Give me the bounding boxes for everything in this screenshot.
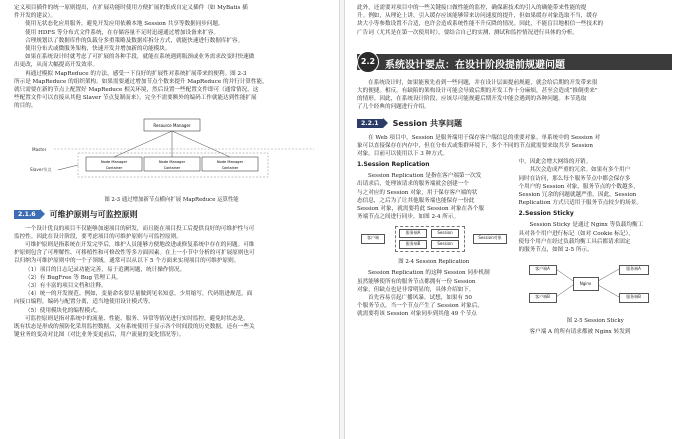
text-line: 态信息，之后为了让其他服务端也能保存一份此 (357, 197, 475, 204)
chapter-number: 2.2 (357, 51, 379, 73)
section-title: Session 共享问题 (392, 118, 463, 128)
top-paragraph (357, 4, 672, 37)
monitoring-paragraph (14, 315, 329, 340)
text-line: 就只需要在新的节点上配置好 MapReduce 相关环境，然后设置一些配置文件即可（通常情况，这 (14, 87, 259, 94)
figure-caption: 图 2-5 Session Sticky (566, 318, 624, 325)
text-line: 象可以直接保存在内存中，但在分布式或集群环境下，多个不同的节点就需要来取共享 Session (357, 142, 593, 149)
section-heading-2-2-1 (357, 118, 672, 129)
text-line: 以归纳为可维护原则中的一个子领域。通常可以从以下 5 个方面来实现项目的可维护原则。 (14, 258, 240, 265)
text-line: 护原则包含了可理解性、可移植性和可修改性等多方面因素。在上一小节中分析的可扩展原则也可 (14, 250, 255, 257)
section-title: 可维护原则与可监控原则 (49, 209, 138, 219)
text-line: 同时在访问，那么每个服务节点中都会保存多 (518, 175, 631, 182)
text-line: 些配置文件可以直接从其他 Slaver 节点复制而来），完全不需要额外的编码工作就能达到性能扩展 (14, 95, 257, 102)
section-number: 2.1.6 (14, 210, 40, 219)
section-number: 2.2.1 (357, 119, 383, 128)
text-line: 与之对应的 Session 对象，用于保存客户端的状 (357, 189, 478, 196)
list-item: （3）有丰富的项目文档和注释。 (25, 283, 107, 290)
text-line: 使用无状态化应用服务，避免开发应用依赖本地 Session 共享等数据同步问题。 (25, 21, 224, 28)
text-line: 的目的。 (14, 103, 37, 110)
text-line: 对象，但缺点也是非常明显的，具体介绍如下。 (357, 286, 475, 293)
svg-text:Container: Container (221, 165, 239, 170)
text-line: 虽然能够使所有的服务节点都拥有一份 Session (357, 278, 476, 285)
text-line: 对象。目前可以使用以下 3 种方式。 (357, 151, 449, 158)
scaling-tips (14, 20, 329, 69)
text-line: 了几个经典的问题进行介绍。 (357, 104, 430, 111)
text-line: Session Replication 是指在客户端第一次发 (368, 173, 482, 180)
maintainability-list (14, 266, 329, 315)
svg-text:Container: Container (105, 165, 123, 170)
left-page (0, 0, 340, 439)
text-line: 其次会造成严重的冗余。如果有多个用户 (529, 167, 631, 174)
text-line: Session Replication 的这种 Session 同步机制 (368, 270, 490, 277)
text-line: 再通过模拟 MapReduce 的方法，感受一下良好的扩展性对系统扩展带来的便利。图 2-3 (25, 70, 247, 77)
text-line: 的情形。因此，在系统设计阶段，应该尽可能规避后期开发中能会遇到的各种问题。本节选取 (357, 96, 587, 103)
text-line: 出更改，从而大幅提高开发效率。 (14, 62, 98, 69)
text-line: 使用 HDFS 等分布式文件系统，在存储容量不足时迅速通过增加设备来扩容。 (25, 29, 220, 36)
text-line: 此外，还需要对项目中的一些关键接口做性能的监控，确保新技术的引入的确能带来性能的提 (357, 5, 587, 11)
text-line: 升。例如，从理论上讲，引入缓存应该能够带来访问速度的提升，但如果缓存对象选取不当，缓存 (357, 13, 598, 20)
text-line: 键业务的变动对比图（对比业务变更前后，用户流量的变化情况等）。 (14, 332, 185, 339)
subheading-session-replication: 1.Session Replication (357, 161, 430, 169)
text-line: 可维护原则是指系统在开发完毕后，维护人员能够方便地改进或修复系统中存在的问题。可维 (25, 242, 255, 249)
list-item: 向接口编程，编码与配置分离，适当地使用设计模式等。 (14, 299, 154, 306)
client-a-box: 客户端A (529, 265, 557, 275)
section-heading-2-1-6 (14, 209, 329, 220)
svg-text:Container: Container (163, 165, 181, 170)
subheading-session-sticky: 2.Session Sticky (518, 210, 574, 218)
text-line: 使用分布式或微服务架构，快速开发并增加新的功能模块。 (25, 46, 171, 53)
text-line: 件开发的建议）。 (14, 13, 56, 20)
top-paragraph (14, 4, 329, 20)
svg-text:Node Manager: Node Manager (216, 159, 244, 164)
figure-2-5 (519, 257, 673, 313)
server-a-box: 服务端A (619, 265, 649, 275)
client-b-box: 客户端B (529, 293, 557, 303)
session-paragraph (357, 134, 672, 159)
text-line: 既有状态是形成的预防化采用监控数据。又有系统使用于显示各个时间段的历史数据，还有一些关 (14, 324, 255, 331)
text-line: 首先容易引起广播风暴。试想，如果有 50 (368, 295, 472, 302)
session-box: Session (431, 229, 459, 238)
text-line: 块大小等参数设置不合适，也许会造成系统性能不升反降的情况。因此，不能盲目地相信一些技术的 (357, 21, 604, 28)
text-line: 所示是 MapReduce 的组织架构。如果需要通过增加节点个数来提升 MapReduce 的并行计算性能， (14, 78, 268, 85)
list-item: （2）有 BugFree 等 Bug 管理工具。 (25, 274, 122, 281)
text-line: 中，因此会增大网络的开销。 (518, 159, 592, 166)
text-line: 在 Web 项目中，Session 是服务端用于保存客户端信息的重要对象。单系统中的 Session 对 (368, 134, 601, 141)
intro-paragraph (357, 79, 672, 112)
text-line: 务端节点之间进行同步，如图 2-4 所示。 (357, 214, 460, 221)
text-line: 的服务节点，如图 2-5 所示。 (518, 247, 593, 254)
figure-caption: 图 2-4 Session Replication (398, 259, 470, 266)
text-line: 合理规划以了数据库作的负载分多重策略及数据库拆分方式，就能快速进行数据库扩容。 (25, 37, 244, 44)
figure-2-4 (357, 224, 511, 254)
text-line: Replication 方式只适用于服务节点较少的场景。 (518, 200, 642, 207)
column-right (519, 158, 673, 336)
svg-text:Node Manager: Node Manager (100, 159, 128, 164)
text-line: Session 对象，就需要将此 Session 对象在各个服 (357, 206, 484, 213)
figure-caption: 图 2-3 通过增加新节点横向扩展 MapReduce 运算性能 (104, 196, 239, 203)
heading-arrow-icon (40, 209, 45, 219)
session-object-box: Session对象 (473, 234, 507, 244)
session-box: Session (431, 240, 459, 249)
mapreduce-paragraph (14, 70, 329, 111)
text-line: 使每个用户在经过负载均衡工具后都请求固定 (518, 238, 631, 245)
figure-2-3 (14, 115, 329, 193)
text-line: 一个设计优良的项目不仅能够加速项目的研发，而且能在项目投工后提供良好的可维护性与可 (25, 225, 255, 232)
text-line: 大的便捷。相反，有缺陷的架构设计可能会导致后期的开发工作十分麻烦，甚至会造成“推倒重来” (357, 88, 598, 95)
text-line: 可监控原则是指对系统中的流量、性能、服务、异常等情况进行实时监控，避免时状态是， (25, 315, 249, 322)
chapter-heading-2-2 (357, 51, 672, 73)
list-item: （4）统一的开发规范。例如，变量命名要尽量做到见名知意，少用缩写，代码错进规范，面 (25, 291, 253, 298)
text-line: 就需要将该 Session 对象同步到其他 49 个节点 (357, 311, 477, 318)
master-label: Master (32, 146, 47, 152)
figure-arrows (519, 257, 673, 313)
chapter-title: 系统设计要点：在设计阶段提前规避问题 (385, 59, 565, 71)
column-left (357, 158, 511, 336)
two-column-area (357, 158, 672, 336)
text-line: 个服务节点，当一个节点产生了 Session 对象后， (357, 303, 483, 310)
text-line: 定义项目插件的统一原则提出，在扩展功能时使用方便扩展的集成自定义插件（如 MyBatis 插 (14, 5, 248, 11)
text-line: Session 冗余的问题就越严重。因此，Session (518, 192, 637, 199)
server-b-box: 服务端B (619, 293, 649, 303)
server-b-box: 服务端B (399, 240, 427, 249)
text-line: Session Sticky 是通过 Nginx 等负载均衡工 (529, 222, 644, 229)
text-line: 广告词（尤其是在第一次使用时），要结合自己的实测、测试和监控情况进行具体的分析。 (357, 29, 578, 36)
client-box: 客户端 (361, 234, 385, 244)
text-line: 客户端 A 的所有请求都被 Nginx 转发到 (529, 329, 631, 336)
text-line: 监控性。因此在设计阶段，要考虑项目的可维护原则与可监控原则。 (14, 233, 182, 240)
resource-manager-label: Resource Manager (153, 122, 191, 128)
svg-text:Node Manager: Node Manager (158, 159, 186, 164)
text-line: 个用户的 Session 对象，服务节点的个数越多， (518, 183, 639, 190)
server-a-box: 服务端A (399, 229, 427, 238)
mapreduce-diagram (14, 115, 330, 193)
text-line: 出请求后，处理该请求的服务端就会创建一个 (357, 181, 469, 188)
list-item: （1）项目的日志记录功能完善，易于追溯问题，统计操作情况。 (25, 266, 186, 273)
slaver-label: Slaver节点 (30, 166, 52, 172)
nginx-box: Nginx (573, 277, 599, 291)
heading-arrow-icon (383, 118, 388, 128)
list-item: （5）使用模块化的编程模式。 (25, 307, 102, 314)
right-page (344, 0, 684, 439)
text-line: 具对各个用户进行标记（如对 Cookie 标记）， (518, 230, 634, 237)
maintainability-paragraph (14, 225, 329, 266)
text-line: 如果在系统设计时就考虑了可扩展的各种手段，就能在系统遇到瓶颈或业务需求改变时快速做 (25, 54, 255, 61)
text-line: 在系统设计时，如果能预先看到一些问题，并在设计层面提前规避，就会给后期的开发带来很 (368, 79, 598, 86)
